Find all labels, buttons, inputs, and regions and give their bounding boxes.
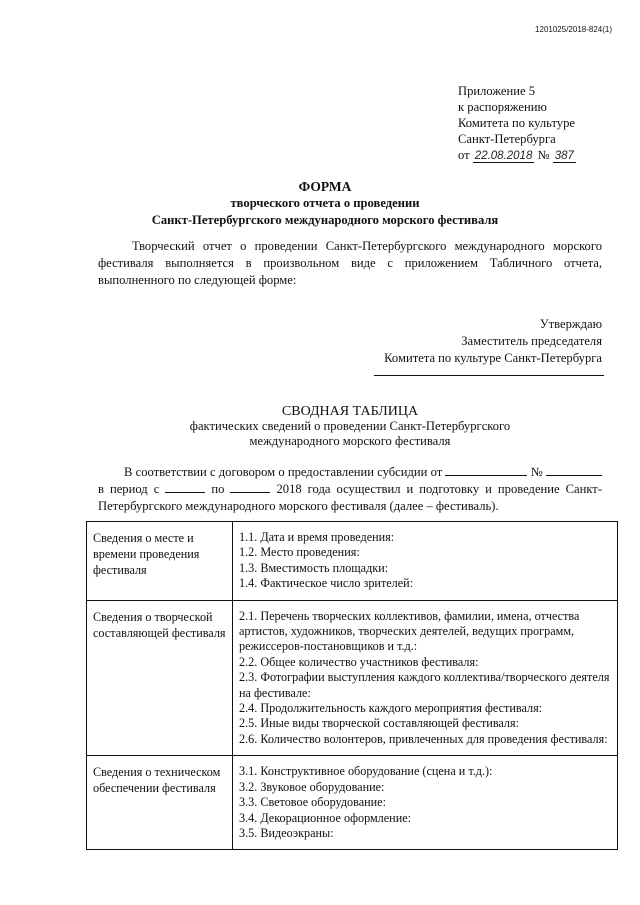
row-label: Сведения о творческой составляющей фестиваля [87, 600, 233, 756]
appendix-line-4: Санкт-Петербурга [458, 132, 556, 146]
row-label: Сведения о месте и времени проведения фестиваля [87, 522, 233, 601]
appendix-date-line [458, 147, 576, 164]
approval-block [384, 316, 602, 367]
form-title-line-2: творческого отчета о проведении [230, 196, 420, 210]
list-item: 3.3. Световое оборудование: [239, 795, 386, 810]
list-item: 3.4. Декорационное оформление: [239, 810, 412, 825]
form-title [100, 178, 550, 229]
intro-text: Творческий отчет о проведении Санкт-Петербургского международного морского фестиваля выполняется в произвольном виде с приложением Табличного отчета, выполненного по следующей форме: [98, 239, 602, 287]
form-title-line-1: ФОРМА [298, 179, 352, 194]
list-item: 2.4. Продолжительность каждого мероприятия фестиваля: [239, 701, 543, 716]
table-row [87, 756, 618, 850]
appendix-line-3: Комитета по культуре [458, 116, 575, 130]
contract-date-blank [445, 464, 527, 476]
intro-paragraph [98, 238, 602, 289]
document-code: 1201025/2018-824(1) [535, 25, 612, 34]
summary-title-line-2: фактических сведений о проведении Санкт-Петербургского [189, 419, 511, 433]
table-row [87, 522, 618, 601]
list-item: 2.6. Количество волонтеров, привлеченных для проведения фестиваля: [239, 731, 608, 746]
row-items [233, 522, 618, 601]
contract-no-label: № [530, 465, 543, 479]
approval-line-2: Заместитель председателя [461, 334, 602, 348]
contract-text-2: в период с [98, 482, 160, 496]
summary-table [86, 521, 618, 850]
contract-paragraph [98, 464, 602, 515]
list-item: 2.3. Фотографии выступления каждого коллектива/творческого деятеля на фестивале: [239, 670, 610, 700]
summary-title-line-1: СВОДНАЯ ТАБЛИЦА [281, 404, 419, 419]
list-item: 3.1. Конструктивное оборудование (сцена и т.д.): [239, 764, 493, 779]
period-start-blank [165, 481, 205, 493]
list-item: 1.4. Фактическое число зрителей: [239, 576, 414, 591]
list-item: 2.2. Общее количество участников фестиваля: [239, 654, 479, 669]
appendix-line-2: к распоряжению [458, 100, 547, 114]
period-end-blank [230, 481, 270, 493]
signature-line [374, 375, 604, 376]
contract-text-1: В соответствии с договором о предоставлении субсидии от [124, 465, 443, 479]
list-item: 1.2. Место проведения: [239, 545, 360, 560]
list-item: 3.5. Видеоэкраны: [239, 825, 334, 840]
row-label: Сведения о техническом обеспечении фестиваля [87, 756, 233, 850]
approval-line-3: Комитета по культуре Санкт-Петербурга [384, 351, 602, 365]
table-row [87, 600, 618, 756]
number-label: № [537, 148, 550, 162]
from-label: от [458, 148, 470, 162]
row-items [233, 756, 618, 850]
appendix-line-1: Приложение 5 [458, 84, 536, 98]
contract-text-3: по [211, 482, 225, 496]
appendix-header [458, 83, 576, 164]
summary-title-line-3: международного морского фестиваля [249, 434, 451, 448]
row-items [233, 600, 618, 756]
summary-title [100, 404, 600, 449]
handwritten-date: 22.08.2018 [474, 150, 533, 162]
list-item: 1.3. Вместимость площадки: [239, 560, 389, 575]
handwritten-number: 387 [554, 150, 574, 162]
contract-number-blank [546, 464, 602, 476]
list-item: 3.2. Звуковое оборудование: [239, 779, 385, 794]
contract-text-4: 2018 года осуществил и подготовку и проведение Санкт-Петербургского международного морского фестиваля (далее – фестиваль). [98, 482, 603, 513]
approval-line-1: Утверждаю [539, 317, 602, 331]
list-item: 1.1. Дата и время проведения: [239, 530, 395, 544]
list-item: 2.5. Иные виды творческой составляющей фестиваля: [239, 716, 520, 731]
list-item: 2.1. Перечень творческих коллективов, фамилии, имена, отчества артистов, художников, творческих деятелей, ведущих программ, режиссеров-постановщиков и т.д.: [239, 608, 580, 654]
form-title-line-3: Санкт-Петербургского международного морского фестиваля [151, 213, 499, 227]
